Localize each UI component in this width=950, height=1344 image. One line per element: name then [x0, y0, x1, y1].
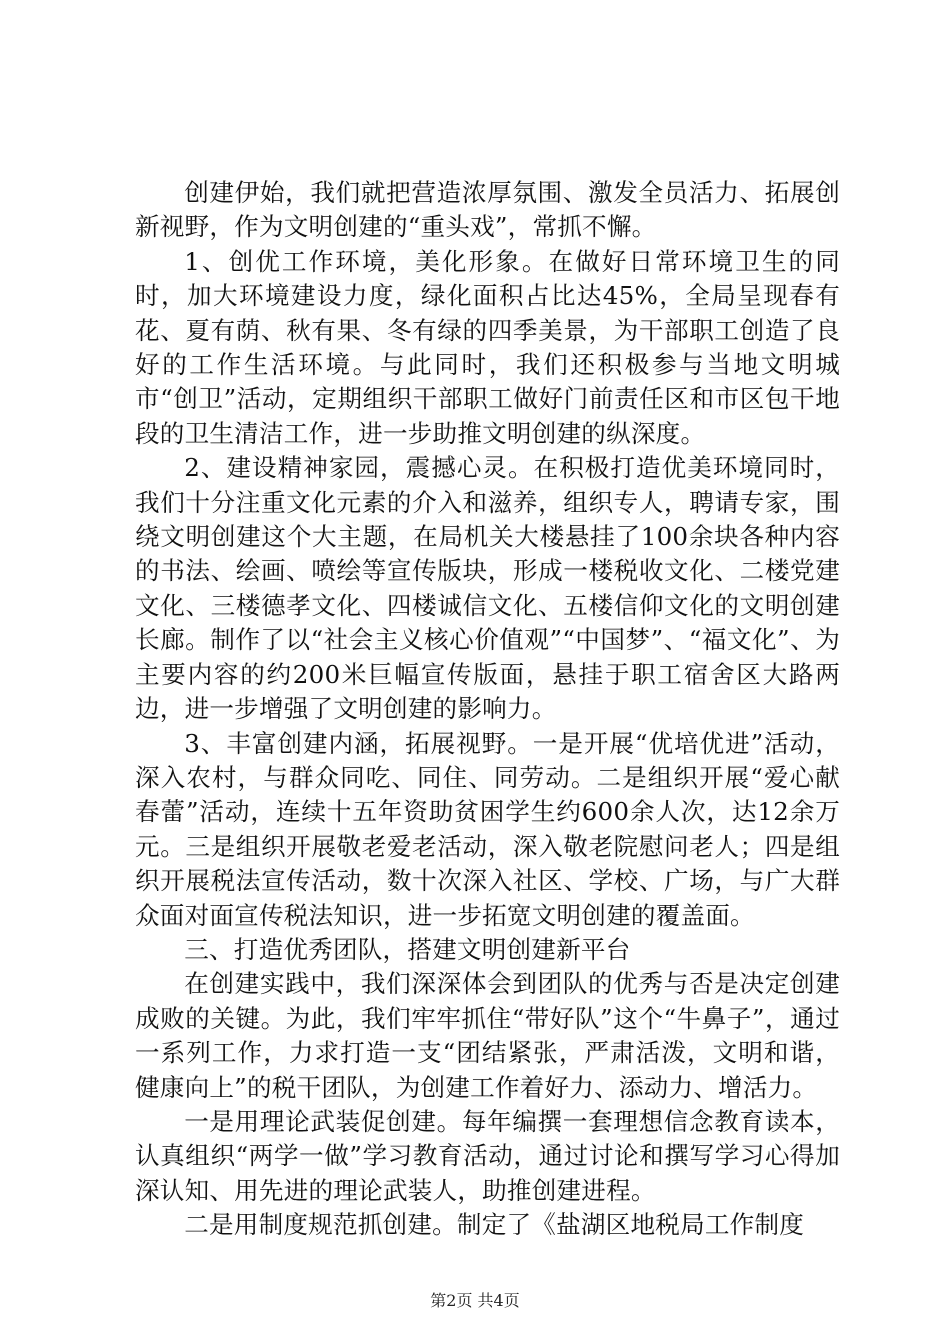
paragraph-system: 二是用制度规范抓创建。制定了《盐湖区地税局工作制度: [184, 1210, 805, 1240]
paragraph-spiritual-home: 2、建设精神家园，震撼心灵。在积极打造优美环境同时，我们十分注重文化元素的介入和滋养，组织专人，聘请专家，围绕文明创建这个大主题，在局机关大楼悬挂了100余块各种内容的书法、绘画、喷绘等宣传版块，形成一楼税收文化、二楼党建文化、三楼德孝文化、四楼诚信文化、五楼信仰文化的文明创建长廊。制作了以“社会主义核心价值观”“中国梦”、“福文化”、为主要内容的约200米巨幅宣传版面，悬挂于职工宿舍区大路两边，进一步增强了文明创建的影响力。: [135, 453, 840, 724]
paragraph-intro: 创建伊始，我们就把营造浓厚氛围、激发全员活力、拓展创新视野，作为文明创建的“重头戏”，常抓不懈。: [135, 178, 840, 242]
paragraph-work-environment: 1、创优工作环境，美化形象。在做好日常环境卫生的同时，加大环境建设力度，绿化面积占比达45%，全局呈现春有花、夏有荫、秋有果、冬有绿的四季美景，为干部职工创造了良好的工作生活环境。与此同时，我们还积极参与当地文明城市“创卫”活动，定期组织干部职工做好门前责任区和市区包干地段的卫生清洁工作，进一步助推文明创建的纵深度。: [135, 246, 840, 448]
page-footer: 第2页 共4页: [430, 1291, 520, 1310]
paragraph-theory: 一是用理论武装促创建。每年编撰一套理想信念教育读本，认真组织“两学一做”学习教育活动，通过讨论和撰写学习心得加深认知、用先进的理论武装人，助推创建进程。: [135, 1106, 840, 1205]
document-body: [135, 176, 840, 1243]
paragraph-team-practice: 在创建实践中，我们深深体会到团队的优秀与否是决定创建成败的关键。为此，我们牢牢抓住“带好队”这个“牛鼻子”，通过一系列工作，力求打造一支“团结紧张，严肃活泼，文明和谐，健康向上”的税干团队，为创建工作着好力、添动力、增活力。: [135, 969, 840, 1102]
paragraph-enrich-connotation: 3、丰富创建内涵，拓展视野。一是开展“优培优进”活动，深入农村，与群众同吃、同住、同劳动。二是组织开展“爱心献春蕾”活动，连续十五年资助贫困学生约600余人次，达12余万元。三是组织开展敬老爱老活动，深入敬老院慰问老人；四是组织开展税法宣传活动，数十次深入社区、学校、广场，与广大群众面对面宣传税法知识，进一步拓宽文明创建的覆盖面。: [135, 728, 840, 930]
section-heading-team: 三、打造优秀团队，搭建文明创建新平台: [184, 934, 631, 964]
